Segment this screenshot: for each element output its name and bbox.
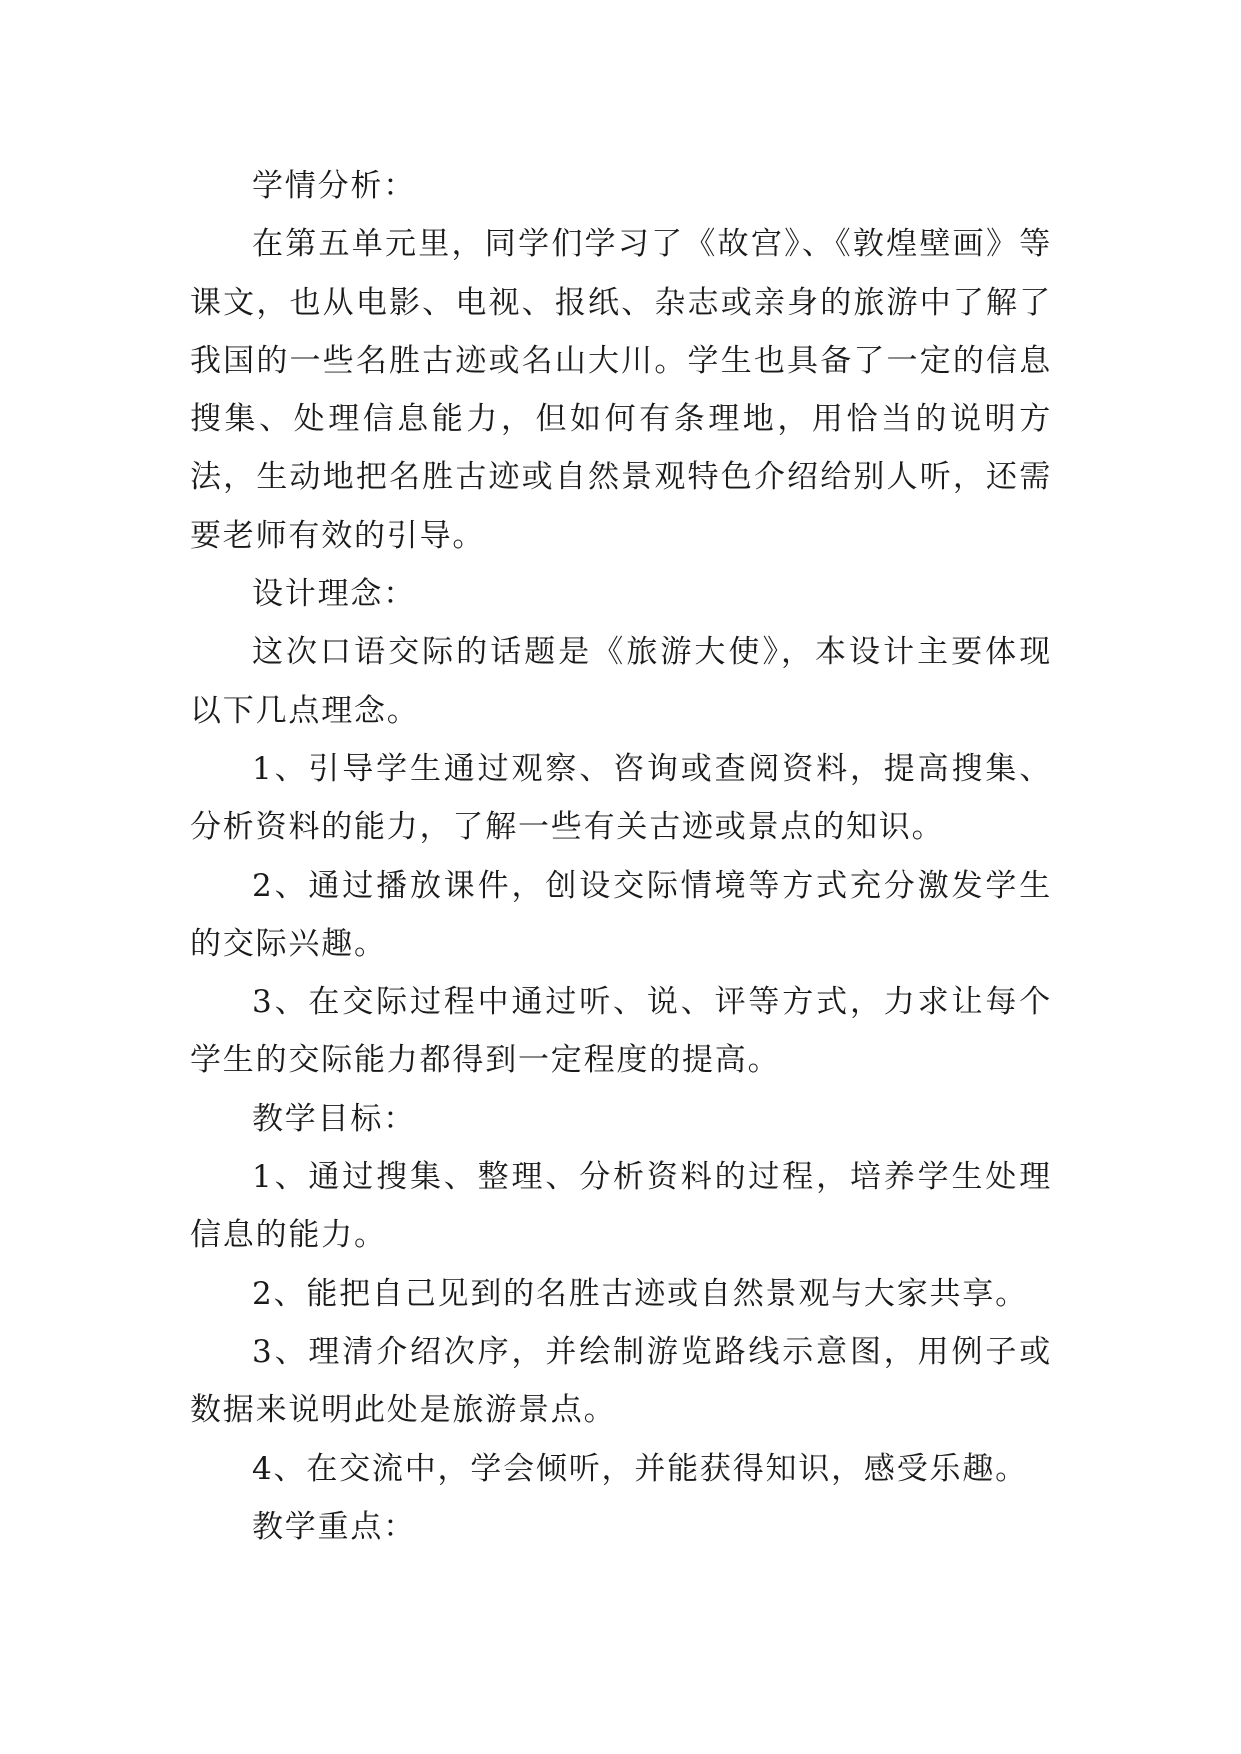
document-body [190, 157, 1052, 1556]
list-item-concept-3: 3、在交际过程中通过听、说、评等方式，力求让每个学生的交际能力都得到一定程度的提高。 [190, 984, 1052, 1079]
list-item-goal-3: 3、理清介绍次序，并绘制游览路线示意图，用例子或数据来说明此处是旅游景点。 [190, 1333, 1052, 1429]
list-item-goal-2: 2、能把自己见到的名胜古迹或自然景观与大家共享。 [252, 1275, 1028, 1312]
heading-design-concept: 设计理念： [252, 576, 416, 613]
list-item-goal-1: 1、通过搜集、整理、分析资料的过程，培养学生处理信息的能力。 [190, 1159, 1052, 1254]
heading-teaching-focus: 教学重点： [252, 1508, 416, 1545]
heading-student-analysis: 学情分析： [252, 168, 416, 204]
list-item-concept-2: 2、通过播放课件，创设交际情境等方式充分激发学生的交际兴趣。 [190, 867, 1052, 962]
paragraph-design-concept: 这次口语交际的话题是《旅游大使》，本设计主要体现以下几点理念。 [190, 634, 1052, 729]
paragraph-student-analysis: 在第五单元里，同学们学习了《故宫》、《敦煌壁画》等课文，也从电影、电视、报纸、杂志或亲身的旅游中了解了我国的一些名胜古迹或名山大川。学生也具备了一定的信息搜集、处理信息能力，但如何有条理地，用恰当的说明方法，生动地把名胜古迹或自然景观特色介绍给别人听，还需要老师有效的引导。 [190, 226, 1052, 554]
list-item-goal-4: 4、在交流中，学会倾听，并能获得知识，感受乐趣。 [252, 1450, 1028, 1487]
list-item-concept-1: 1、引导学生通过观察、咨询或查阅资料，提高搜集、分析资料的能力，了解一些有关古迹或景点的知识。 [190, 750, 1052, 846]
heading-teaching-goals: 教学目标： [252, 1100, 416, 1137]
